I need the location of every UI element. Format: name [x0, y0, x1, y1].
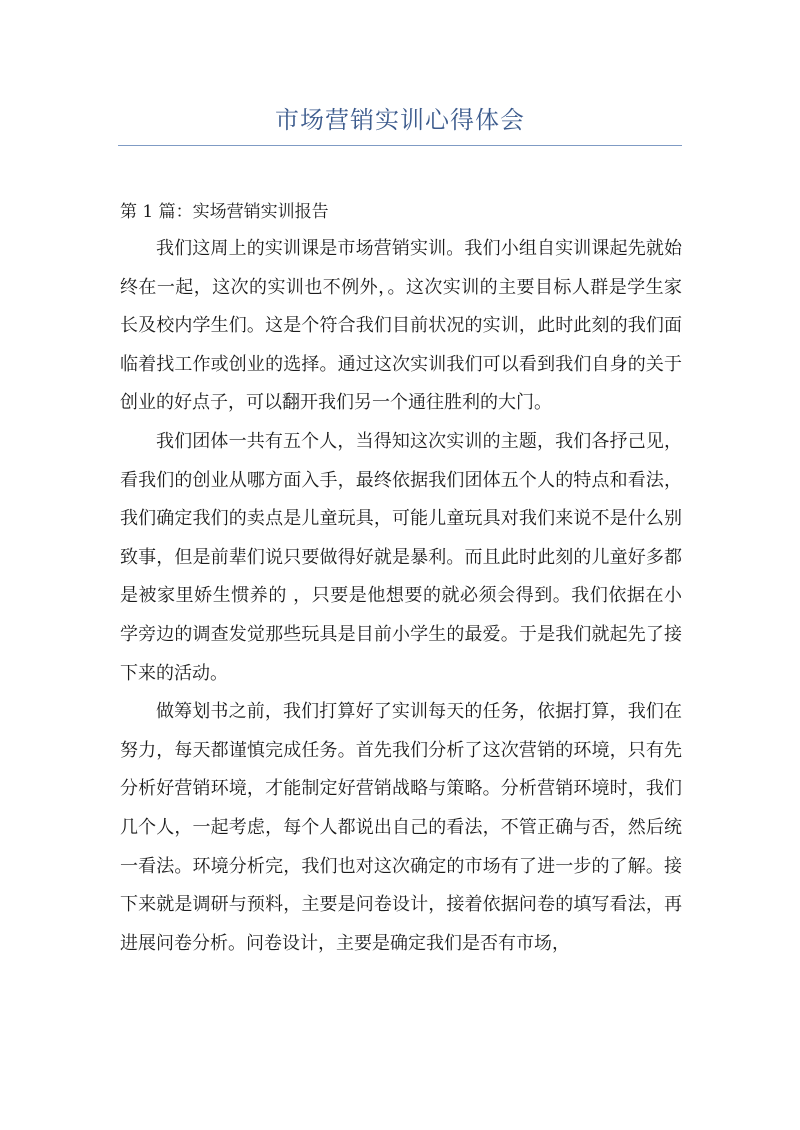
- document-title: 市场营销实训心得体会: [275, 106, 525, 134]
- paragraph: 我们这周上的实训课是市场营销实训。我们小组自实训课起先就始终在一起，这次的实训也不例外，。这次实训的主要目标人群是学生家长及校内学生们。这是个符合我们目前状况的实训，此时此刻的我们面临着找工作或创业的选择。通过这次实训我们可以看到我们自身的关于创业的好点子，可以翻开我们另一个通往胜利的大门。: [120, 238, 682, 414]
- title-underline: [118, 145, 682, 146]
- section-heading: 第 1 篇：实场营销实训报告: [120, 202, 329, 222]
- paragraph: 我们团体一共有五个人，当得知这次实训的主题，我们各抒己见，看我们的创业从哪方面入手，最终依据我们团体五个人的特点和看法，我们确定我们的卖点是儿童玩具，可能儿童玩具对我们来说不是什么别致事，但是前辈们说只要做得好就是暴利。而且此时此刻的儿童好多都是被家里娇生惯养的 ，只要是他想要的就必须会得到。我们依据在小学旁边的调查发觉那些玩具是目前小学生的最爱。于是我们就起先了接下来的活动。: [120, 430, 682, 684]
- paragraph: 做筹划书之前，我们打算好了实训每天的任务，依据打算，我们在努力，每天都谨慎完成任务。首先我们分析了这次营销的环境，只有先分析好营销环境，才能制定好营销战略与策略。分析营销环境时，我们几个人，一起考虑，每个人都说出自己的看法，不管正确与否，然后统一看法。环境分析完，我们也对这次确定的市场有了进一步的了解。接下来就是调研与预料，主要是问卷设计，接着依据问卷的填写看法，再进展问卷分析。问卷设计，主要是确定我们是否有市场，: [120, 701, 682, 954]
- document-body: [120, 230, 682, 963]
